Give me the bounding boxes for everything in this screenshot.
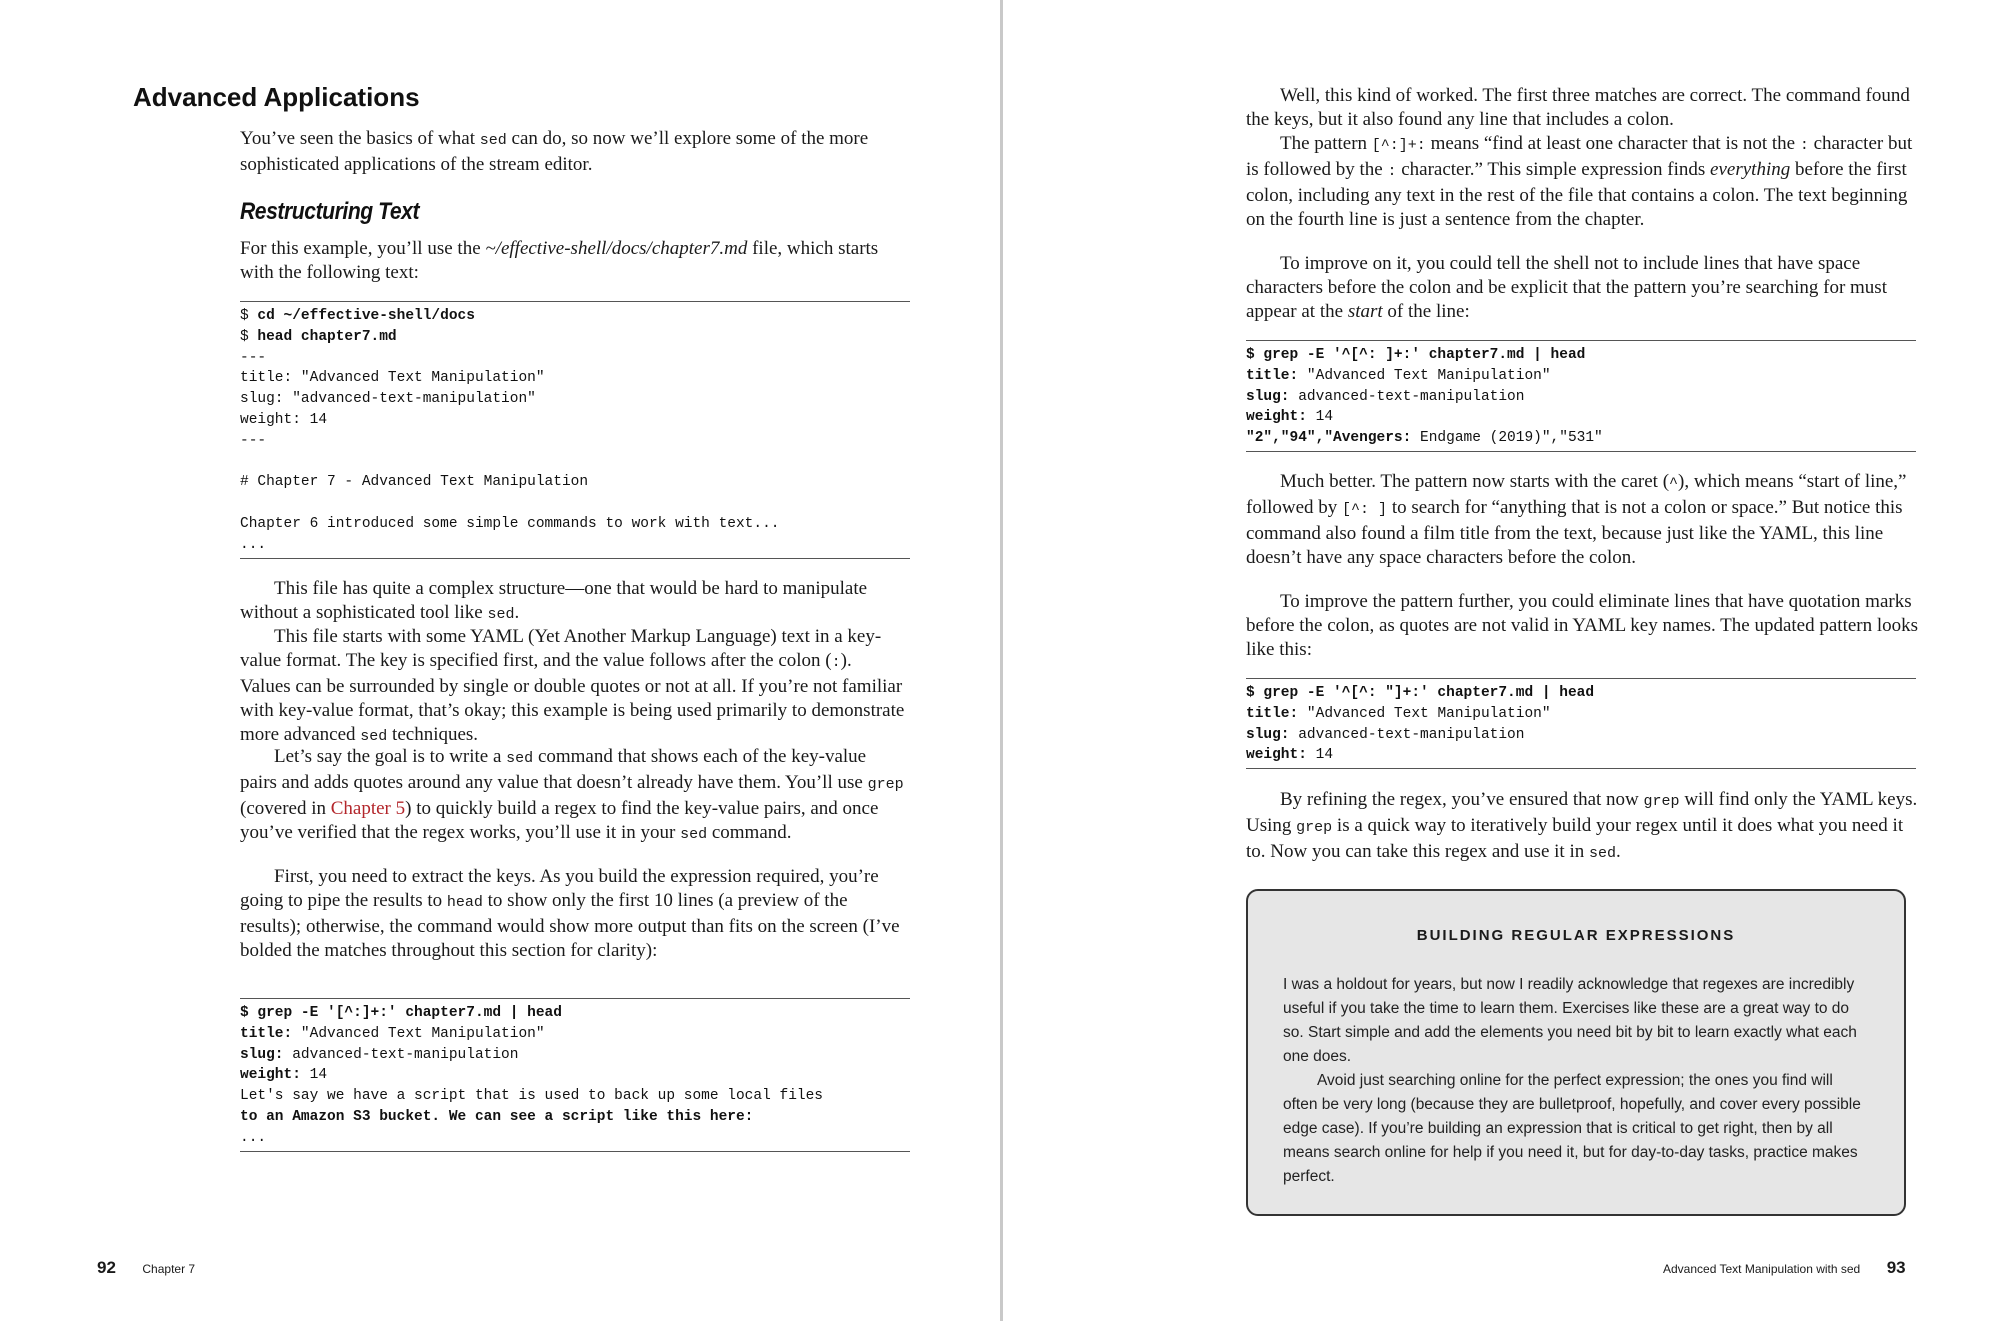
code-line: [1246, 407, 1916, 428]
code-line: [240, 348, 910, 369]
code-segment: title: "Advanced Text Manipulation": [240, 370, 545, 387]
code-line: [240, 472, 910, 493]
code-bold-segment: title:: [1246, 705, 1299, 722]
code-listing-head: [240, 301, 910, 559]
code-segment: "Advanced Text Manipulation": [1298, 367, 1551, 384]
code-line: [240, 431, 910, 452]
code-bold-segment: slug:: [1246, 388, 1290, 405]
code-bold-segment: title:: [1246, 367, 1299, 384]
code-bold-segment: slug:: [240, 1046, 284, 1063]
code-segment: "Advanced Text Manipulation": [292, 1025, 545, 1042]
code-line: [1246, 366, 1916, 387]
code-bold-segment: cd ~/effective-shell/docs: [257, 308, 475, 324]
paragraph-pattern-explained: The pattern [^:]+: means “find at least one character that is not the : character but is followed by the : character.” This simple expression finds everything before the first colon, including any text in the rest of the file that contains a colon. The text beginning on the fourth line is just a sentence from the chapter.: [1246, 133, 1913, 230]
paragraph-much-better: Much better. The pattern now starts with the caret (^), which means “start of line,” followed by [^: ] to search for “anything that is not a colon or space.” But notice this command also found a film title from the text, because just like the YAML, this line doesn’t have any space characters before the colon.: [1246, 471, 1907, 568]
lead-paragraph: For this example, you’ll use the ~/effective-shell/docs/chapter7.md file, which starts with the following text:: [240, 238, 879, 283]
code-line: [240, 535, 910, 556]
code-line: [240, 410, 910, 431]
code-segment: # Chapter 7 - Advanced Text Manipulation: [240, 474, 589, 491]
code-segment: advanced-text-manipulation: [1289, 726, 1525, 743]
code-listing-grep-3: [1246, 678, 1916, 769]
code-bold-segment: slug:: [1246, 726, 1290, 743]
paragraph-extract-keys: First, you need to extract the keys. As you build the expression required, you’re going to pipe the results to head to show only the first 10 lines (a preview of the results); otherwise, the command would show more output than fits on the screen (I’ve bolded the matches throughout this section for clarity):: [240, 866, 900, 961]
paragraph-improve: To improve on it, you could tell the shell not to include lines that have space characters before the colon and be explicit that the pattern you’re searching for must appear at the start of the line:: [1246, 253, 1887, 322]
code-segment: ---: [240, 349, 267, 366]
sidebar-title: BUILDING REGULAR EXPRESSIONS: [1416, 927, 1736, 944]
right-folio: [1663, 1258, 1906, 1278]
code-listing-grep-2: [1246, 340, 1916, 452]
code-line: [240, 1086, 910, 1107]
code-bold-segment: $ grep -E '^[^: ]+:' chapter7.md | head: [1246, 347, 1586, 363]
code-line: [1246, 387, 1916, 408]
code-bold-segment: $ grep -E '[^:]+:' chapter7.md | head: [240, 1005, 562, 1021]
code-line: [240, 368, 910, 389]
code-line: [240, 493, 910, 514]
code-bold-segment: title:: [240, 1025, 293, 1042]
code-line: [1246, 683, 1916, 704]
paragraph-yaml: This file starts with some YAML (Yet Another Markup Language) text in a key-value format. The key is specified first, and the value follows after the colon (:). Values can be surrounded by single or double quotes or not at all. If you’re not familiar with key-value format, that’s okay; this example is being used primarily to demonstrate more advanced sed techniques.: [240, 626, 905, 745]
code-line: [240, 1003, 910, 1024]
code-line: [240, 1065, 910, 1086]
code-bold-segment: head chapter7.md: [257, 328, 397, 345]
code-line: [240, 389, 910, 410]
code-segment: ...: [240, 1129, 267, 1146]
code-segment: ---: [240, 432, 267, 449]
code-line: [1246, 745, 1916, 766]
code-segment: Let's say we have a script that is used to back up some local files: [240, 1088, 823, 1105]
code-segment: Chapter 6 introduced some simple commands to work with text...: [240, 515, 780, 532]
code-line: [240, 327, 910, 348]
code-line: [240, 306, 910, 327]
code-segment: $: [240, 308, 258, 324]
code-segment: 14: [1306, 747, 1334, 764]
sidebar-paragraph: Avoid just searching online for the perfect expression; the ones you find will often be very long (because they are bulletproof, hopefully, and cover every possible edge case). If you’re building an expression that is critical to get right, then by all means search online for help if you need it, but for day-to-day tasks, practice makes perfect.: [1283, 1072, 1861, 1185]
sidebar-paragraph: I was a holdout for years, but now I readily acknowledge that regexes are incredibly useful if you take the time to learn them. Exercises like these are a great way to do so. Start simple and add the elements you need bit by bit to learn exactly what each one does.: [1283, 976, 1857, 1065]
page-number: 92: [97, 1258, 116, 1277]
code-bold-segment: "2","94","Avengers:: [1246, 430, 1412, 447]
code-segment: advanced-text-manipulation: [283, 1046, 519, 1063]
chapter-5-link[interactable]: Chapter 5: [330, 798, 406, 819]
code-bold-segment: weight:: [1246, 747, 1307, 764]
paragraph-improve-further: To improve the pattern further, you could eliminate lines that have quotation marks before the colon, as quotes are not valid in YAML key names. The updated pattern looks like this:: [1246, 591, 1919, 660]
running-footer: Advanced Text Manipulation with sed: [1663, 1262, 1861, 1276]
code-line: [240, 1045, 910, 1066]
code-segment: Endgame (2019)","531": [1411, 430, 1603, 447]
code-bold-segment: weight:: [1246, 409, 1307, 426]
section-heading: Advanced Applications: [133, 82, 420, 112]
paragraph-kind-of-worked: Well, this kind of worked. The first three matches are correct. The command found the keys, but it also found any line that includes a colon.: [1246, 85, 1910, 130]
subsection-heading: Restructuring Text: [240, 198, 420, 225]
intro-paragraph: You’ve seen the basics of what sed can do, so now we’ll explore some of the more sophisticated applications of the stream editor.: [240, 128, 869, 175]
code-line: [240, 1024, 910, 1045]
left-folio: [97, 1258, 195, 1278]
code-segment: ...: [240, 536, 267, 553]
code-segment: 14: [300, 1067, 328, 1084]
code-listing-grep-1: [240, 998, 910, 1152]
code-line: [1246, 704, 1916, 725]
code-segment: slug: "advanced-text-manipulation": [240, 391, 536, 408]
code-bold-segment: weight:: [240, 1067, 301, 1084]
code-segment: weight: 14: [240, 411, 328, 428]
running-footer: Chapter 7: [142, 1262, 196, 1276]
paragraph-refining: By refining the regex, you’ve ensured that now grep will find only the YAML keys. Using grep is a quick way to iteratively build your regex until it does what you need it to. Now you can take this regex and use it in sed.: [1246, 789, 1918, 862]
code-line: [1246, 725, 1916, 746]
code-line: [1246, 345, 1916, 366]
code-segment: advanced-text-manipulation: [1289, 388, 1525, 405]
paragraph-goal: Let’s say the goal is to write a sed command that shows each of the key-value pairs and adds quotes around any value that doesn’t already have them. You’ll use grep (covered in Chapter 5) to quickly build a regex to find the key-value pairs, and once you’ve verified that the regex works, you’ll use it in your sed command.: [240, 746, 904, 843]
code-segment: "Advanced Text Manipulation": [1298, 705, 1551, 722]
code-segment: 14: [1306, 409, 1334, 426]
code-line: [240, 452, 910, 473]
page-number: 93: [1886, 1258, 1906, 1277]
paragraph-complex-structure: This file has quite a complex structure—one that would be hard to manipulate without a sophisticated tool like sed.: [240, 578, 868, 623]
code-bold-segment: $ grep -E '^[^: "]+:' chapter7.md | head: [1246, 685, 1595, 701]
code-line: [240, 1107, 910, 1128]
code-line: [240, 514, 910, 535]
sidebar-box: [1246, 889, 1906, 1216]
code-bold-segment: to an Amazon S3 bucket. We can see a script like this here:: [240, 1108, 754, 1125]
code-segment: $: [240, 328, 258, 345]
code-line: [240, 1128, 910, 1149]
code-line: [1246, 428, 1916, 449]
